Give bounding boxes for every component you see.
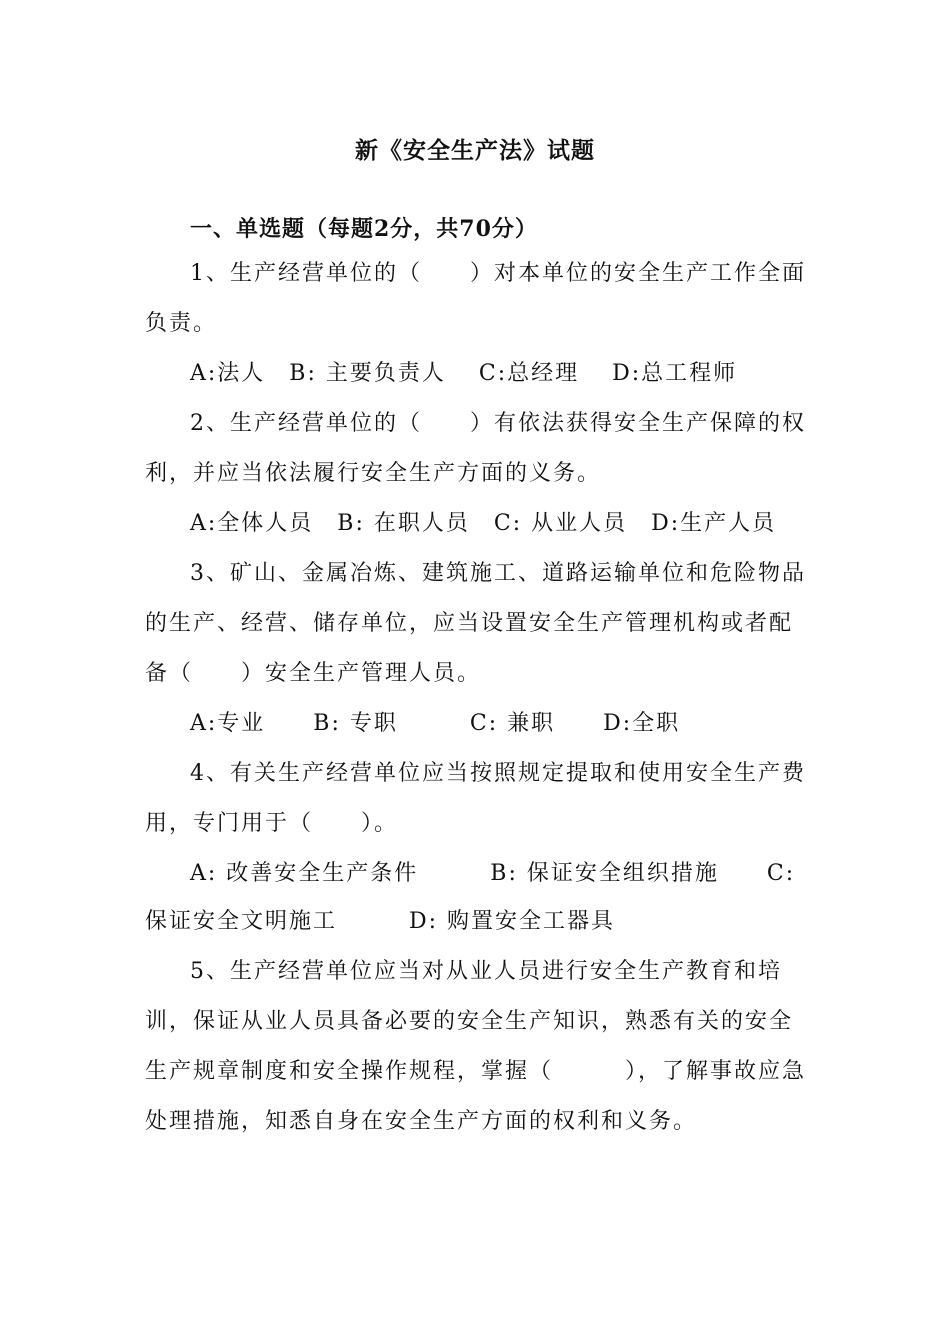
q2-options: A:全体人员 B: 在职人员 C: 从业人员 D:生产人员: [190, 511, 777, 536]
document-title: 新《安全生产法》试题: [355, 137, 595, 164]
q4-line-1: 4、有关生产经营单位应当按照规定提取和使用安全生产费: [190, 761, 806, 786]
q3-line-3: 备（ ）安全生产管理人员。: [145, 661, 482, 686]
q5-line-2: 训，保证从业人员具备必要的安全生产知识，熟悉有关的安全: [145, 1009, 794, 1034]
q2-line-2: 利，并应当依法履行安全生产方面的义务。: [145, 461, 602, 486]
section-heading: 一、单选题（每题2分，共70分）: [190, 216, 538, 242]
q4-options-line-1: A: 改善安全生产条件 B: 保证安全组织措施 C:: [190, 861, 796, 886]
q4-line-2: 用，专门用于（ ）。: [145, 811, 399, 836]
q3-options: A:专业 B: 专职 C: 兼职 D:全职: [190, 711, 681, 736]
q3-line-1: 3、矿山、金属冶炼、建筑施工、道路运输单位和危险物品: [190, 561, 806, 586]
q4-options-line-2: 保证安全文明施工 D: 购置安全工器具: [145, 909, 616, 934]
q2-line-1: 2、生产经营单位的（ ）有依法获得安全生产保障的权: [190, 411, 806, 436]
q1-line-2: 负责。: [145, 311, 218, 336]
q3-line-2: 的生产、经营、储存单位，应当设置安全生产管理机构或者配: [145, 611, 794, 636]
q1-line-1: 1、生产经营单位的（ ）对本单位的安全生产工作全面: [190, 261, 806, 286]
q1-options: A:法人 B: 主要负责人 C:总经理 D:总工程师: [190, 361, 738, 386]
q5-line-3: 生产规章制度和安全操作规程，掌握（ ），了解事故应急: [145, 1059, 807, 1084]
q5-line-1: 5、生产经营单位应当对从业人员进行安全生产教育和培: [190, 959, 782, 984]
q5-line-4: 处理措施，知悉自身在安全生产方面的权利和义务。: [145, 1109, 698, 1134]
